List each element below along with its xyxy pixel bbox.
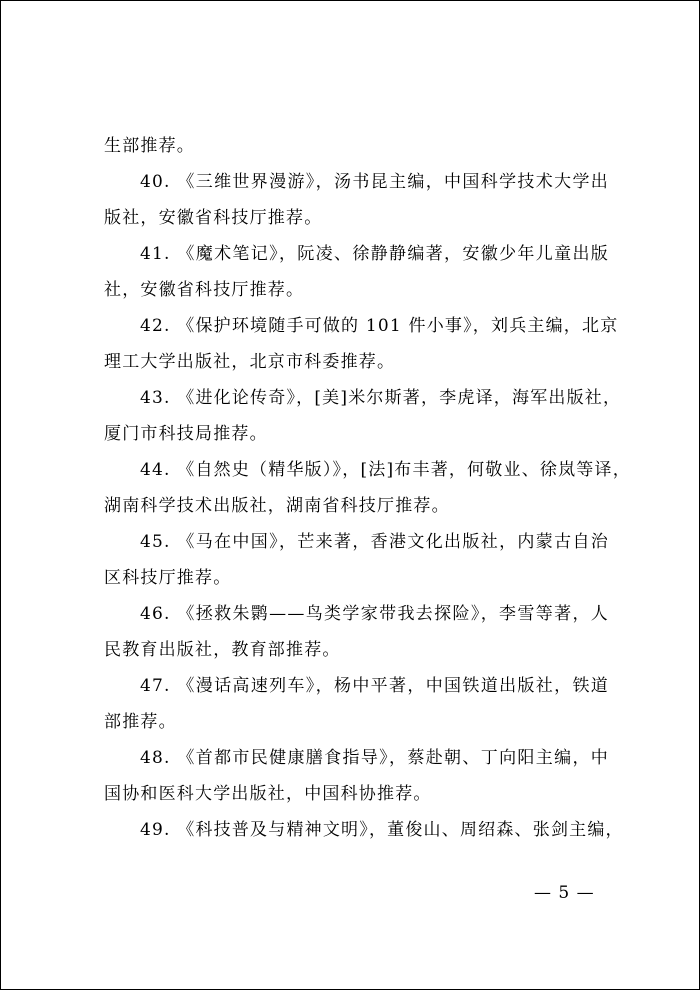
text-line: 48. 《首都市民健康膳食指导》，蔡赴朝、丁向阳主编，中 [140,748,609,768]
document-body [104,128,631,848]
text-line: 区科技厅推荐。 [104,568,232,588]
text-line: 国协和医科大学出版社，中国科协推荐。 [104,784,432,804]
text-line: 湖南科学技术出版社，湖南省科技厅推荐。 [104,496,450,516]
text-line: 44. 《自然史（精华版）》，[法]布丰著，何敬业、徐岚等译， [140,460,631,480]
text-line: 45. 《马在中国》，芒来著，香港文化出版社，内蒙古自治 [140,532,609,552]
text-line: 42. 《保护环境随手可做的 101 件小事》，刘兵主编，北京 [140,316,619,336]
text-line: 46. 《拯救朱鹮——鸟类学家带我去探险》，李雪等著，人 [140,604,609,624]
page-number: — 5 — [534,883,595,903]
text-line: 40. 《三维世界漫游》，汤书昆主编，中国科学技术大学出 [140,172,609,192]
text-line: 厦门市科技局推荐。 [104,424,268,444]
text-line: 47. 《漫话高速列车》，杨中平著，中国铁道出版社，铁道 [140,676,609,696]
text-line: 部推荐。 [104,712,177,732]
text-line: 版社，安徽省科技厅推荐。 [104,208,323,228]
text-line: 社，安徽省科技厅推荐。 [104,280,305,300]
text-line: 49. 《科技普及与精神文明》，董俊山、周绍森、张剑主编， [140,820,624,840]
text-line: 民教育出版社，教育部推荐。 [104,640,341,660]
text-line: 理工大学出版社，北京市科委推荐。 [104,352,396,372]
text-line: 43. 《进化论传奇》，[美]米尔斯著，李虎译，海军出版社， [140,388,622,408]
text-line: 41. 《魔术笔记》，阮凌、徐静静编著，安徽少年儿童出版 [140,244,609,264]
text-line: 生部推荐。 [104,136,195,156]
